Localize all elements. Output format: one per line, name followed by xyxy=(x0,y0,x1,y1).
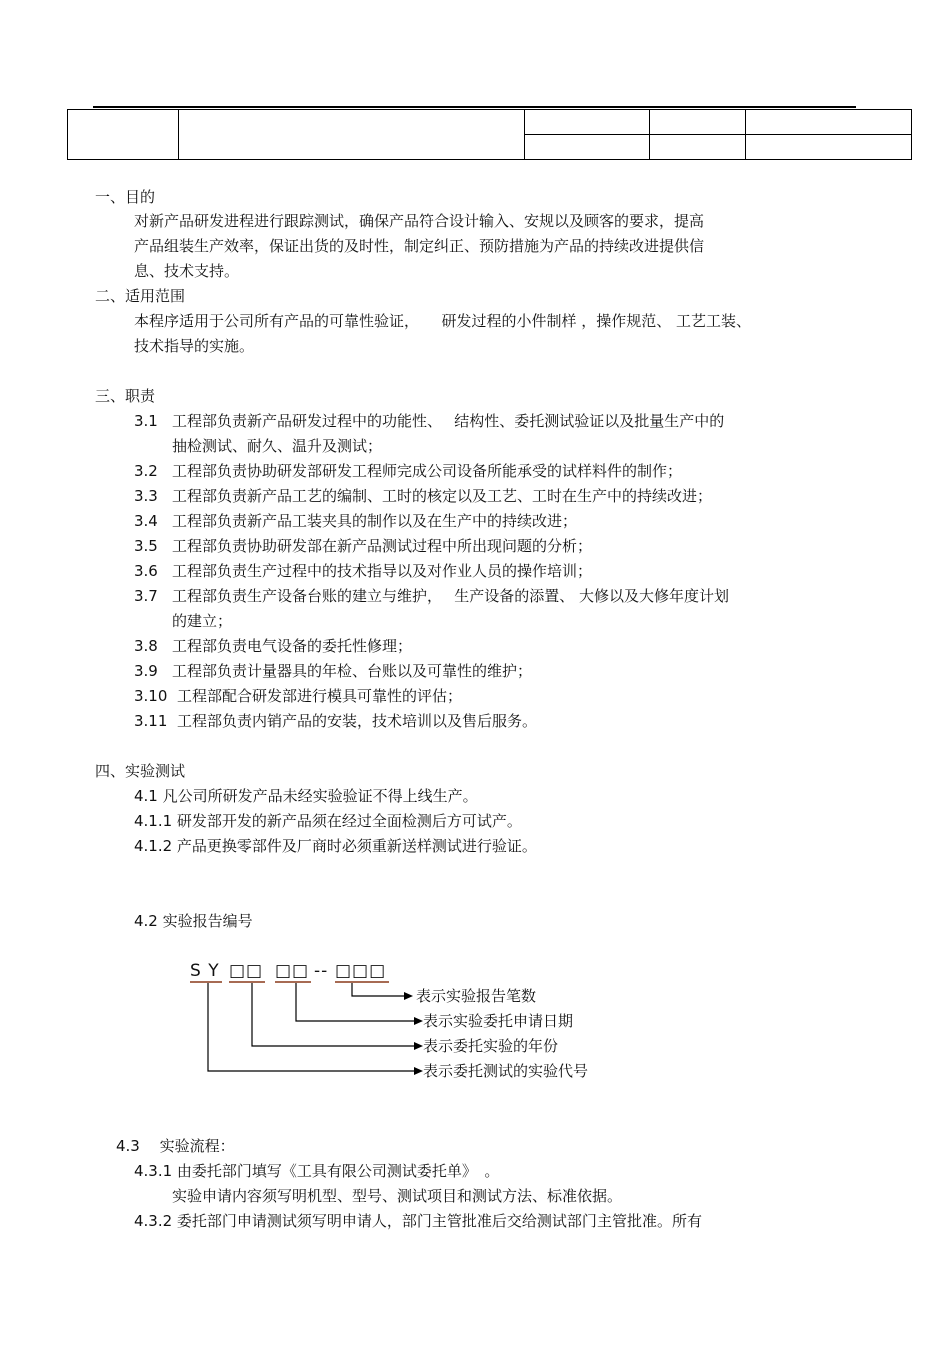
connector-year xyxy=(252,983,414,1046)
section-1-title: 一、目的 xyxy=(95,188,156,206)
connector-count xyxy=(352,983,404,996)
duty-text: 工程部配合研发部进行模具可靠性的评估； xyxy=(177,687,463,705)
code-label-year: 表示委托实验的年份 xyxy=(423,1037,559,1055)
section-2-title: 二、适用范围 xyxy=(95,287,186,305)
duty-number: 3.9 xyxy=(134,662,158,680)
clause-4-3-1-detail: 实验申请内容须写明机型、型号、测试项目和测试方法、标准依据。 xyxy=(172,1187,623,1205)
duty-text-continued: 的建立； xyxy=(172,612,233,630)
duty-number: 3.11 xyxy=(134,712,168,730)
duty-text-continued: 抽检测试、耐久、温升及测试； xyxy=(172,437,383,455)
section-3-title: 三、职责 xyxy=(95,387,156,405)
duty-text: 工程部负责协助研发部研发工程师完成公司设备所能承受的试样料件的制作； xyxy=(172,462,683,480)
section-1-line: 对新产品研发进程进行跟踪测试，确保产品符合设计输入、安规以及顾客的要求，提高 xyxy=(134,212,705,230)
duty-text: 工程部负责电气设备的委托性修理； xyxy=(172,637,413,655)
clause-4-1-2: 4.1.2 产品更换零部件及厂商时必须重新送样测试进行验证。 xyxy=(134,837,537,855)
duty-number: 3.1 xyxy=(134,412,158,430)
duty-text: 工程部负责生产过程中的技术指导以及对作业人员的操作培训； xyxy=(172,562,593,580)
code-separator: -- xyxy=(314,961,329,981)
section-1-line: 产品组装生产效率，保证出货的及时性，制定纠正、预防措施为产品的持续改进提供信 xyxy=(134,237,705,255)
duty-number: 3.8 xyxy=(134,637,158,655)
duty-number: 3.6 xyxy=(134,562,158,580)
duty-number: 3.3 xyxy=(134,487,158,505)
arrow-head xyxy=(414,1042,423,1050)
connector-date xyxy=(296,983,414,1021)
clause-4-1: 4.1 凡公司所研发产品未经实验验证不得上线生产。 xyxy=(134,787,478,805)
clause-4-3-2: 4.3.2 委托部门申请测试须写明申请人，部门主管批准后交给测试部门主管批准。所有 xyxy=(134,1212,702,1230)
duty-number: 3.7 xyxy=(134,587,158,605)
clause-4-2: 4.2 实验报告编号 xyxy=(134,912,253,930)
code-prefix: S Y xyxy=(190,961,220,981)
clause-4-1-1: 4.1.1 研发部开发的新产品须在经过全面检测后方可试产。 xyxy=(134,812,522,830)
clause-4-3-1: 4.3.1 由委托部门填写《工具有限公司测试委托单》 。 xyxy=(134,1162,500,1180)
section-2-line: 本程序适用于公司所有产品的可靠性验证， 研发过程的小件制样 ，操作规范、 工艺工装、 xyxy=(134,312,752,330)
code-label-date: 表示实验委托申请日期 xyxy=(423,1012,574,1030)
duty-number: 3.2 xyxy=(134,462,158,480)
clause-4-3: 4.3 实验流程： xyxy=(116,1137,235,1155)
code-count-boxes: □□□ xyxy=(335,961,387,981)
arrow-head xyxy=(414,1017,423,1025)
duty-text: 工程部负责内销产品的安装，技术培训以及售后服务。 xyxy=(177,712,538,730)
code-date-boxes: □□ xyxy=(275,961,310,981)
duty-text: 工程部负责计量器具的年检、台账以及可靠性的维护； xyxy=(172,662,533,680)
section-4-title: 四、实验测试 xyxy=(95,762,186,780)
duty-text: 工程部负责新产品工艺的编制、工时的核定以及工艺、工时在生产中的持续改进； xyxy=(172,487,713,505)
duty-text: 工程部负责新产品工装夹具的制作以及在生产中的持续改进； xyxy=(172,512,578,530)
section-2-line: 技术指导的实施。 xyxy=(134,337,255,355)
duty-number: 3.5 xyxy=(134,537,158,555)
duty-text: 工程部负责生产设备台账的建立与维护， 生产设备的添置、 大修以及大修年度计划 xyxy=(172,587,730,605)
code-label-count: 表示实验报告笔数 xyxy=(416,987,537,1005)
code-year-boxes: □□ xyxy=(229,961,264,981)
section-1-line: 息、技术支持。 xyxy=(134,262,240,280)
duty-text: 工程部负责协助研发部在新产品测试过程中所出现问题的分析； xyxy=(172,537,593,555)
duty-number: 3.4 xyxy=(134,512,158,530)
duty-text: 工程部负责新产品研发过程中的功能性、 结构性、委托测试验证以及批量生产中的 xyxy=(172,412,725,430)
arrow-head xyxy=(414,1067,423,1075)
code-label-code: 表示委托测试的实验代号 xyxy=(423,1062,589,1080)
arrow-head xyxy=(404,992,413,1000)
duty-number: 3.10 xyxy=(134,687,168,705)
